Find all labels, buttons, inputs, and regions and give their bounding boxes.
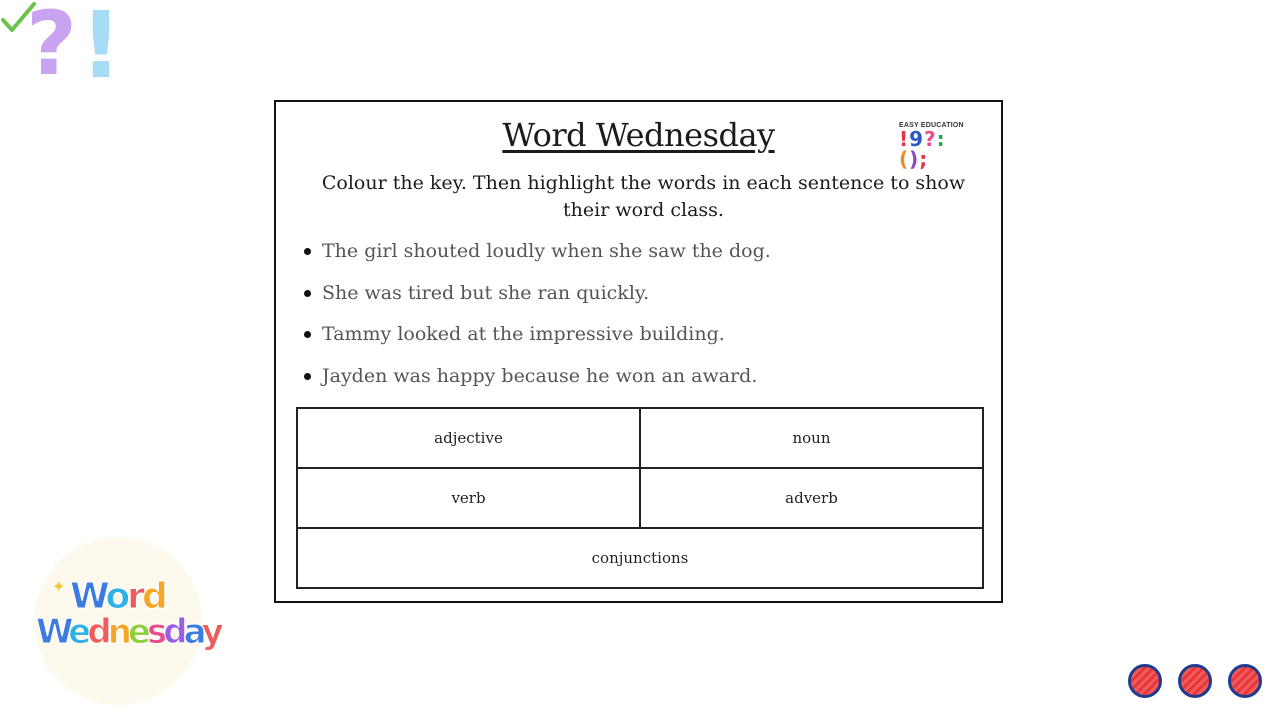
worksheet-title: Word Wednesday <box>502 116 775 154</box>
worksheet <box>274 100 1003 603</box>
key-row <box>297 528 983 588</box>
nav-dot-1[interactable] <box>1128 664 1162 698</box>
navigation-dots <box>1128 664 1262 698</box>
question-exclamation-decoration <box>0 0 120 110</box>
exclamation-mark-icon: ! <box>80 0 122 99</box>
key-row <box>297 468 983 528</box>
logo-brand-text: EASY EDUCATION <box>899 122 964 129</box>
punctuation-marks-icon: !9?:(); <box>899 127 946 171</box>
sentence-item: Jayden was happy because he won an award. <box>302 361 962 403</box>
nav-dot-2[interactable] <box>1178 664 1212 698</box>
key-cell-adjective: adjective <box>297 408 640 468</box>
sentence-item: She was tired but she ran quickly. <box>302 278 962 320</box>
badge-word-line: Word <box>70 576 165 617</box>
word-class-key-table <box>296 407 984 589</box>
key-row <box>297 408 983 468</box>
key-cell-verb: verb <box>297 468 640 528</box>
sentence-list <box>302 236 962 402</box>
key-cell-conjunctions: conjunctions <box>297 528 983 588</box>
word-wednesday-badge <box>34 537 220 705</box>
sentence-item: Tammy looked at the impressive building. <box>302 319 962 361</box>
sparkle-icon: ✦ <box>52 577 66 596</box>
easy-education-logo <box>899 122 973 171</box>
nav-dot-3[interactable] <box>1228 664 1262 698</box>
sentence-item: The girl shouted loudly when she saw the dog. <box>302 236 962 278</box>
badge-wednesday-line: Wednesday <box>36 612 220 652</box>
key-cell-noun: noun <box>640 408 983 468</box>
question-mark-icon: ? <box>26 0 78 95</box>
checkmark-icon <box>0 0 40 40</box>
instruction-text: Colour the key. Then highlight the words in each sentence to show their word class. <box>321 172 966 221</box>
key-cell-adverb: adverb <box>640 468 983 528</box>
